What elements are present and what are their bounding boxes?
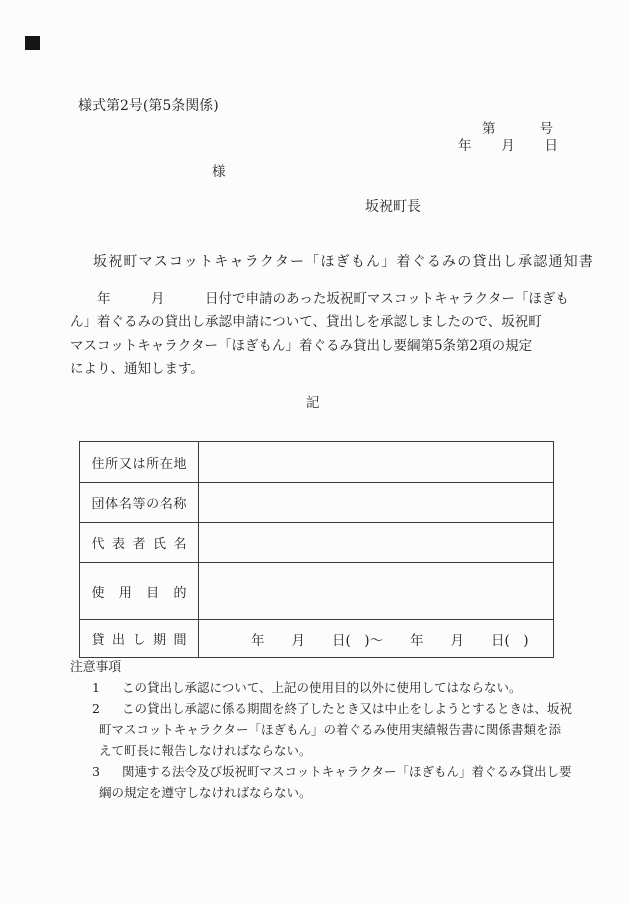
table-row-rental-period [80, 620, 553, 657]
table-row-purpose [80, 563, 553, 620]
row-label-cell [80, 523, 199, 562]
note-number: 2 [92, 701, 100, 716]
form-number-label: 様式第2号(第5条関係) [78, 98, 219, 114]
row-label-cell [80, 563, 199, 619]
body-line: により、通知します。 [70, 361, 204, 378]
row-label: 代表者氏名 [91, 537, 187, 552]
table-row-address [80, 442, 553, 483]
note-line: この貸出し承認について、上記の使用目的以外に使用してはならない。 [122, 680, 522, 695]
table-row-representative [80, 523, 553, 563]
body-line: マスコットキャラクター「ほぎもん」着ぐるみ貸出し要綱第5条第2項の規定 [70, 337, 533, 354]
row-label-cell [80, 620, 199, 657]
table-row-organization [80, 483, 553, 523]
row-label: 団体名等の名称 [91, 497, 187, 512]
body-line: ん」着ぐるみの貸出し承認申請について、貸出しを承認しましたので、坂祝町 [70, 314, 542, 331]
scan-artifact-mark [25, 36, 40, 50]
notes-heading: 注意事項 [70, 660, 122, 675]
addressee-honorific: 様 [212, 164, 226, 180]
doc-number-prefix: 第 [482, 121, 496, 137]
month-label: 月 [501, 138, 515, 154]
row-value-cell [199, 442, 553, 482]
row-label-cell [80, 442, 199, 482]
approval-table [79, 441, 554, 658]
doc-number-suffix: 号 [539, 121, 553, 137]
row-label: 使用目的 [91, 585, 187, 601]
row-label: 貸出し期間 [91, 633, 187, 648]
note-number: 1 [92, 680, 100, 695]
note-line: この貸出し承認に係る期間を終了したとき又は中止をしようとするときは、坂祝 [122, 701, 573, 716]
note-item-2-line: えて町長に報告しなければならない。 [99, 743, 312, 758]
note-item-3-line [70, 761, 580, 782]
note-item-1-line [70, 677, 580, 698]
day-label: 日 [544, 138, 558, 154]
rental-period-value: 年 月 日( )～ 年 月 日( ) [251, 632, 529, 649]
note-number: 3 [92, 764, 100, 779]
note-line: 関連する法令及び坂祝町マスコットキャラクター「ほぎもん」着ぐるみ貸出し要 [122, 764, 572, 779]
date-line [458, 134, 558, 154]
note-item-3-line: 綱の規定を遵守しなければならない。 [99, 785, 312, 800]
row-value-cell [199, 523, 553, 562]
notes-list [70, 677, 580, 803]
body-line: 年 月 日付で申請のあった坂祝町マスコットキャラクター「ほぎも [70, 291, 569, 307]
row-label-cell [80, 483, 199, 522]
note-item-2-line [70, 698, 580, 719]
row-label: 住所又は所在地 [91, 456, 187, 472]
row-value-cell [199, 563, 553, 619]
ki-marker: 記 [306, 395, 320, 411]
year-label: 年 [458, 138, 472, 154]
note-item-2-line: 町マスコットキャラクター「ほぎもん」の着ぐるみ使用実績報告書に関係書類を添 [99, 722, 562, 737]
row-value-cell [199, 483, 553, 522]
sender-title: 坂祝町長 [365, 199, 421, 215]
body-paragraph [70, 288, 575, 382]
document-title: 坂祝町マスコットキャラクター「ほぎもん」着ぐるみの貸出し承認通知書 [93, 254, 595, 270]
